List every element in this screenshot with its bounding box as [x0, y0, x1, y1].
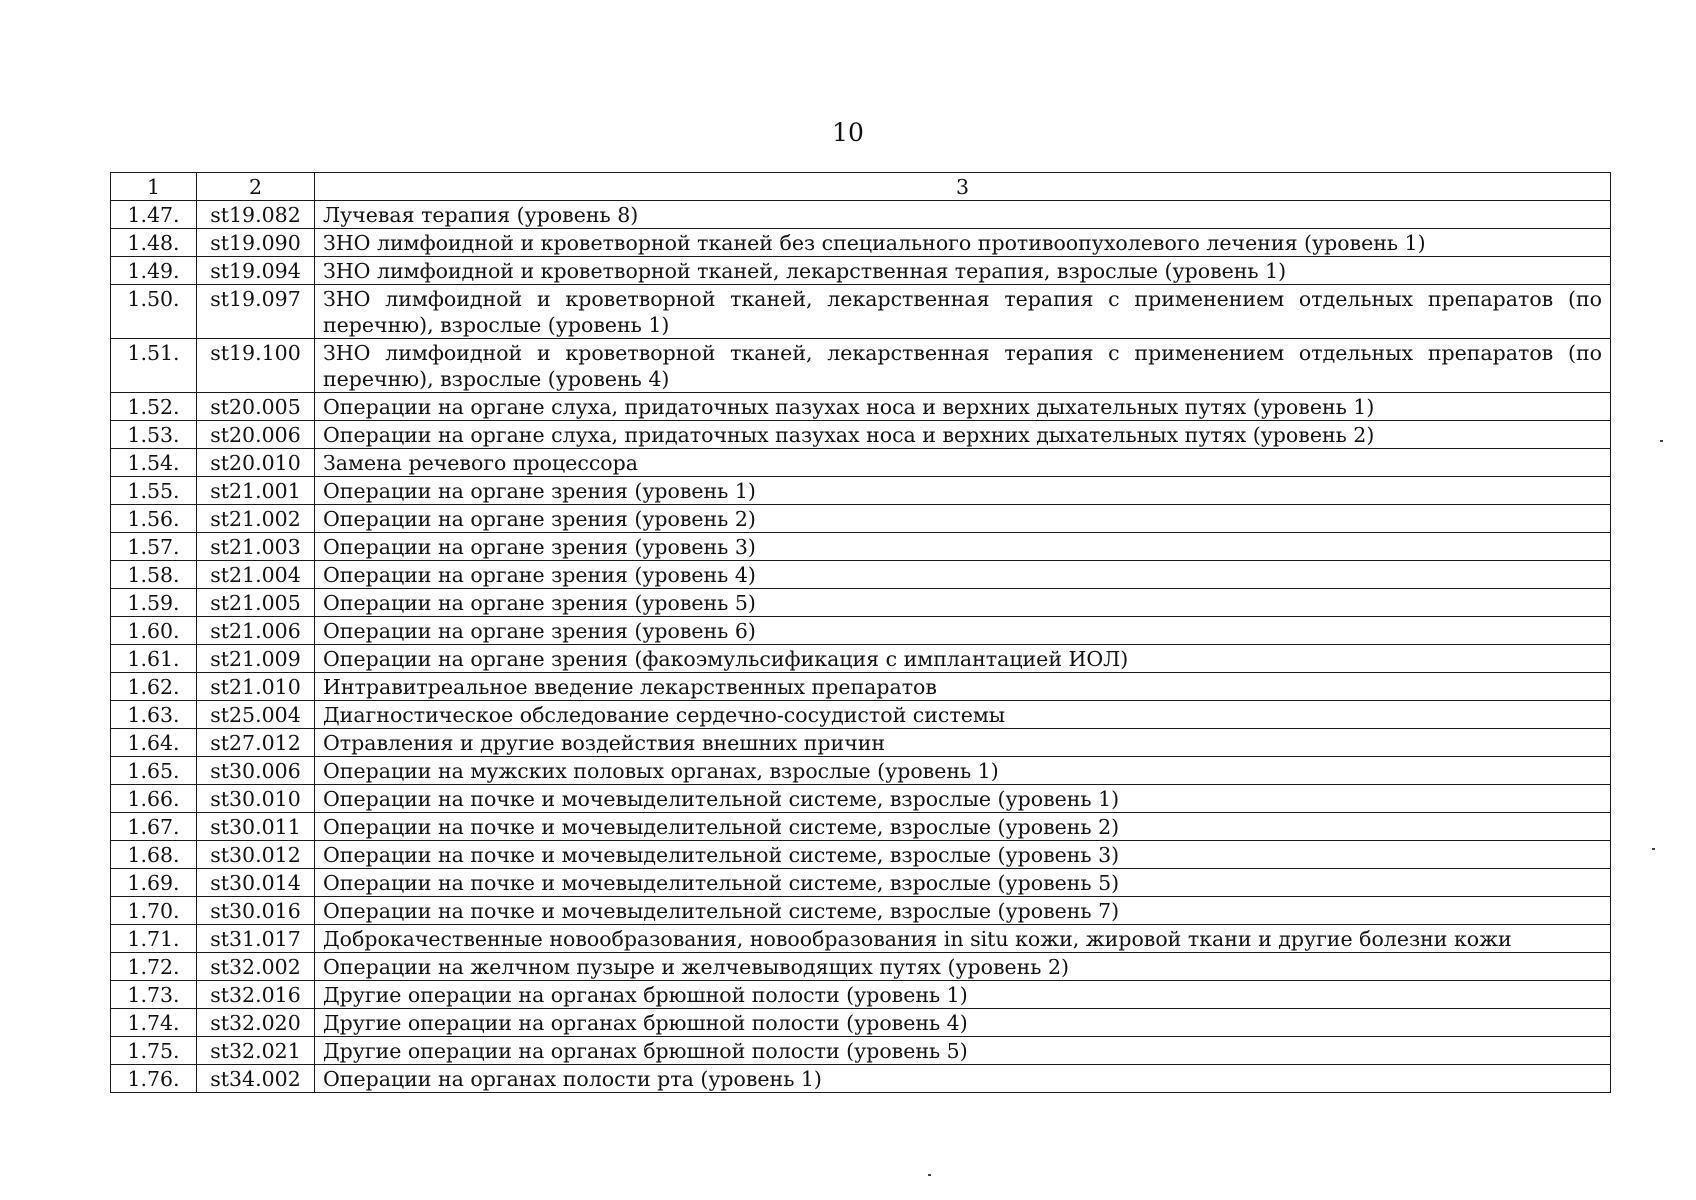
table-row [111, 1009, 1611, 1037]
row-description: ЗНО лимфоидной и кроветворной тканей, лекарственная терапия с применением отдельных препаратов (по перечню), взрослые (уровень 1) [315, 285, 1611, 339]
row-code: st21.006 [197, 617, 315, 645]
row-number: 1.56. [111, 505, 197, 533]
row-description: Операции на органе зрения (уровень 6) [315, 617, 1611, 645]
row-description: Операции на органе зрения (уровень 2) [315, 505, 1611, 533]
row-number: 1.52. [111, 393, 197, 421]
row-code: st19.090 [197, 229, 315, 257]
document-table [110, 172, 1611, 1093]
row-code: st27.012 [197, 729, 315, 757]
row-code: st32.016 [197, 981, 315, 1009]
row-description: Операции на органе зрения (факоэмульсификация с имплантацией ИОЛ) [315, 645, 1611, 673]
row-code: st20.005 [197, 393, 315, 421]
header-cell-1: 1 [111, 173, 197, 201]
row-number: 1.48. [111, 229, 197, 257]
row-number: 1.72. [111, 953, 197, 981]
row-number: 1.53. [111, 421, 197, 449]
row-description: Замена речевого процессора [315, 449, 1611, 477]
row-number: 1.47. [111, 201, 197, 229]
row-description: Доброкачественные новообразования, новообразования in situ кожи, жировой ткани и другие болезни кожи [315, 925, 1611, 953]
table-row [111, 729, 1611, 757]
row-code: st21.009 [197, 645, 315, 673]
table-row [111, 285, 1611, 339]
row-description: Лучевая терапия (уровень 8) [315, 201, 1611, 229]
row-code: st30.010 [197, 785, 315, 813]
row-code: st30.012 [197, 841, 315, 869]
table-header-row [111, 173, 1611, 201]
row-description: Операции на органе зрения (уровень 1) [315, 477, 1611, 505]
row-number: 1.74. [111, 1009, 197, 1037]
row-description: Операции на почке и мочевыделительной системе, взрослые (уровень 1) [315, 785, 1611, 813]
page-number: 10 [832, 118, 864, 147]
row-code: st30.006 [197, 757, 315, 785]
row-description: Другие операции на органах брюшной полости (уровень 4) [315, 1009, 1611, 1037]
row-number: 1.54. [111, 449, 197, 477]
row-code: st32.021 [197, 1037, 315, 1065]
row-code: st30.014 [197, 869, 315, 897]
table-body [111, 173, 1611, 1093]
row-code: st31.017 [197, 925, 315, 953]
table-row [111, 897, 1611, 925]
table-row [111, 421, 1611, 449]
table-row [111, 477, 1611, 505]
table-row [111, 201, 1611, 229]
row-number: 1.76. [111, 1065, 197, 1093]
row-number: 1.67. [111, 813, 197, 841]
row-code: st21.004 [197, 561, 315, 589]
row-code: st34.002 [197, 1065, 315, 1093]
table-row [111, 393, 1611, 421]
row-number: 1.75. [111, 1037, 197, 1065]
table-row [111, 617, 1611, 645]
row-number: 1.61. [111, 645, 197, 673]
table-row [111, 505, 1611, 533]
table-row [111, 813, 1611, 841]
row-description: Операции на органе зрения (уровень 4) [315, 561, 1611, 589]
table-row [111, 925, 1611, 953]
row-code: st25.004 [197, 701, 315, 729]
row-code: st21.003 [197, 533, 315, 561]
table-row [111, 1037, 1611, 1065]
scan-speck [1660, 440, 1663, 442]
table-row [111, 561, 1611, 589]
row-code: st30.011 [197, 813, 315, 841]
row-description: Другие операции на органах брюшной полости (уровень 1) [315, 981, 1611, 1009]
scan-speck [928, 1174, 931, 1176]
row-number: 1.62. [111, 673, 197, 701]
row-number: 1.71. [111, 925, 197, 953]
row-code: st32.002 [197, 953, 315, 981]
row-number: 1.49. [111, 257, 197, 285]
row-code: st21.010 [197, 673, 315, 701]
table-row [111, 673, 1611, 701]
row-number: 1.51. [111, 339, 197, 393]
row-description: Операции на органе слуха, придаточных пазухах носа и верхних дыхательных путях (уровень 1) [315, 393, 1611, 421]
row-number: 1.66. [111, 785, 197, 813]
row-code: st30.016 [197, 897, 315, 925]
table-row [111, 257, 1611, 285]
row-description: Диагностическое обследование сердечно-сосудистой системы [315, 701, 1611, 729]
row-description: Операции на органе зрения (уровень 3) [315, 533, 1611, 561]
row-description: Операции на желчном пузыре и желчевыводящих путях (уровень 2) [315, 953, 1611, 981]
row-description: Операции на органе слуха, придаточных пазухах носа и верхних дыхательных путях (уровень 2) [315, 421, 1611, 449]
row-description: Операции на почке и мочевыделительной системе, взрослые (уровень 2) [315, 813, 1611, 841]
header-cell-2: 2 [197, 173, 315, 201]
row-number: 1.69. [111, 869, 197, 897]
table-row [111, 339, 1611, 393]
row-code: st21.002 [197, 505, 315, 533]
row-code: st21.001 [197, 477, 315, 505]
row-description: Интравитреальное введение лекарственных препаратов [315, 673, 1611, 701]
row-number: 1.60. [111, 617, 197, 645]
table-row [111, 757, 1611, 785]
row-number: 1.70. [111, 897, 197, 925]
row-description: Операции на мужских половых органах, взрослые (уровень 1) [315, 757, 1611, 785]
row-description: Операции на органах полости рта (уровень 1) [315, 1065, 1611, 1093]
row-description: Отравления и другие воздействия внешних причин [315, 729, 1611, 757]
row-description: ЗНО лимфоидной и кроветворной тканей, лекарственная терапия, взрослые (уровень 1) [315, 257, 1611, 285]
table-row [111, 841, 1611, 869]
row-number: 1.55. [111, 477, 197, 505]
row-number: 1.68. [111, 841, 197, 869]
row-description: Операции на почке и мочевыделительной системе, взрослые (уровень 5) [315, 869, 1611, 897]
row-code: st19.094 [197, 257, 315, 285]
header-cell-3: 3 [315, 173, 1611, 201]
table-row [111, 229, 1611, 257]
table-row [111, 589, 1611, 617]
row-description: ЗНО лимфоидной и кроветворной тканей без специального противоопухолевого лечения (уровень 1) [315, 229, 1611, 257]
table-row [111, 785, 1611, 813]
row-number: 1.73. [111, 981, 197, 1009]
row-number: 1.59. [111, 589, 197, 617]
table-row [111, 533, 1611, 561]
row-number: 1.58. [111, 561, 197, 589]
table-row [111, 981, 1611, 1009]
row-number: 1.57. [111, 533, 197, 561]
row-code: st20.010 [197, 449, 315, 477]
row-description: Операции на почке и мочевыделительной системе, взрослые (уровень 3) [315, 841, 1611, 869]
row-code: st19.100 [197, 339, 315, 393]
row-code: st32.020 [197, 1009, 315, 1037]
row-description: Другие операции на органах брюшной полости (уровень 5) [315, 1037, 1611, 1065]
row-number: 1.65. [111, 757, 197, 785]
table-row [111, 701, 1611, 729]
scan-speck [1652, 848, 1655, 850]
row-code: st19.097 [197, 285, 315, 339]
table-row [111, 449, 1611, 477]
row-number: 1.64. [111, 729, 197, 757]
table-row [111, 1065, 1611, 1093]
row-number: 1.63. [111, 701, 197, 729]
table-row [111, 953, 1611, 981]
table-row [111, 869, 1611, 897]
row-code: st21.005 [197, 589, 315, 617]
table-row [111, 645, 1611, 673]
row-code: st20.006 [197, 421, 315, 449]
row-description: Операции на органе зрения (уровень 5) [315, 589, 1611, 617]
row-description: ЗНО лимфоидной и кроветворной тканей, лекарственная терапия с применением отдельных препаратов (по перечню), взрослые (уровень 4) [315, 339, 1611, 393]
row-number: 1.50. [111, 285, 197, 339]
row-description: Операции на почке и мочевыделительной системе, взрослые (уровень 7) [315, 897, 1611, 925]
row-code: st19.082 [197, 201, 315, 229]
